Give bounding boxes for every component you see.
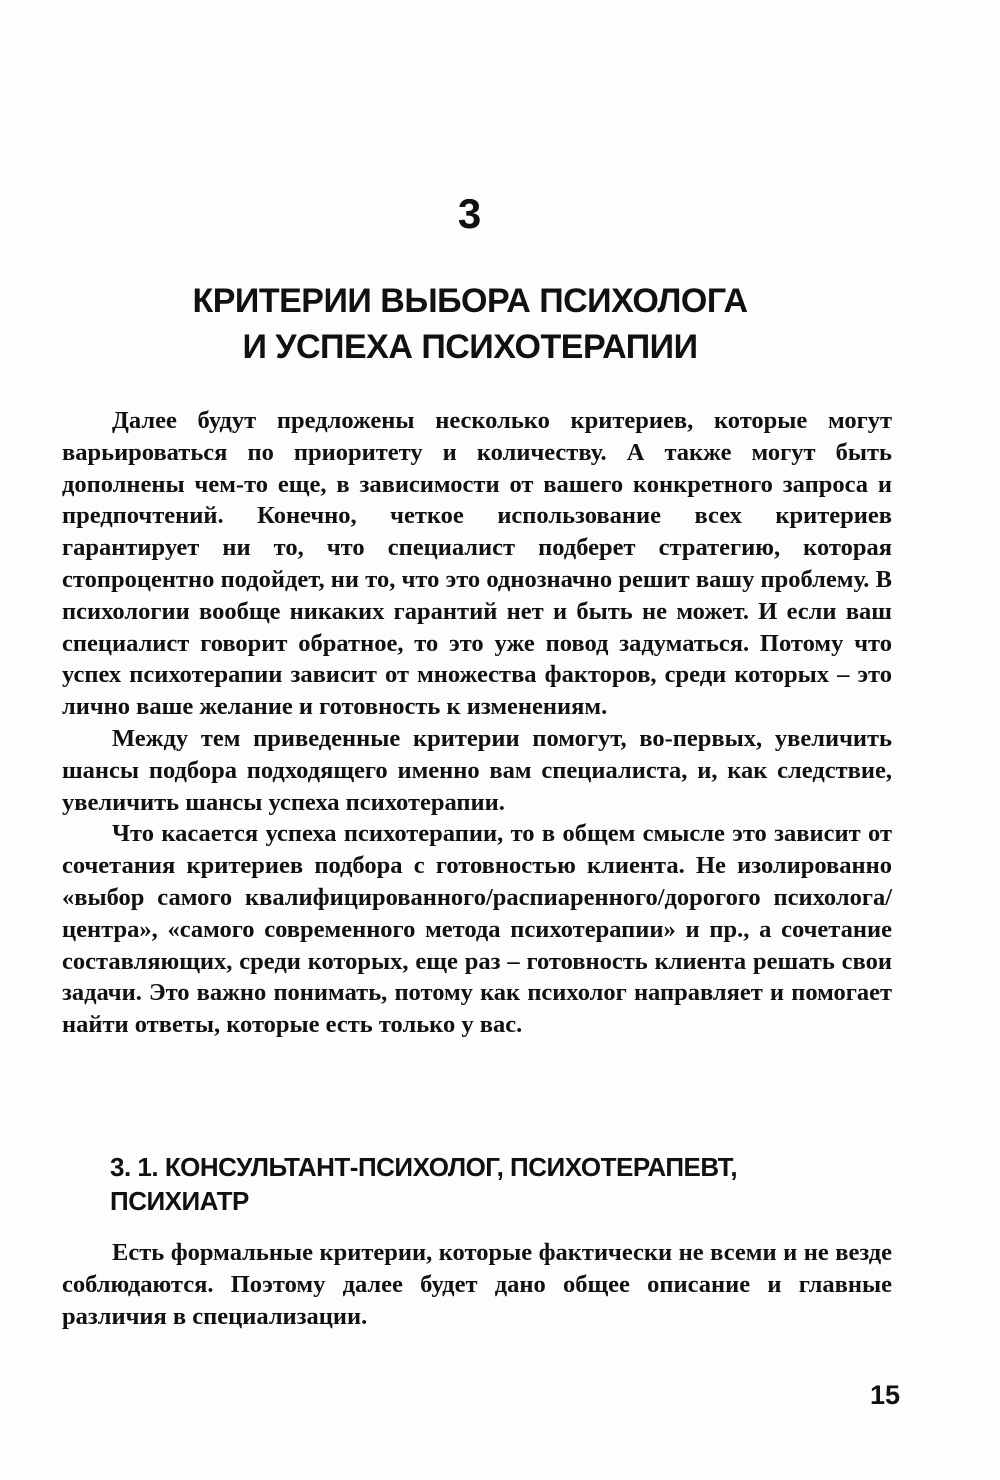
paragraph: Есть формальные критерии, которые фактически не всеми и не везде соблюдаются. Поэтому далее будет дано общее описание и главные различия в специализации. <box>62 1239 892 1330</box>
intro-text <box>62 405 892 1041</box>
chapter-title <box>60 278 880 370</box>
paragraph: Далее будут предложены несколько критериев, которые могут варьироваться по приоритету и количеству. А также могут быть дополнены чем-то еще, в зависимости от вашего конкретного запроса и предпочтений. Конечно, четкое использование всех критериев гарантирует ни то, что специалист подберет стратегию, которая стопроцентно подойдет, ни то, что это однозначно решит вашу проблему. В психологии вообще никаких гарантий нет и быть не может. И если ваш специалист говорит обратное, то это уже повод задуматься. Потому что успех психотерапии зависит от множества факторов, среди которых – это лично ваше желание и готовность к изменениям. <box>62 407 892 721</box>
paragraph: Между тем приведенные критерии помогут, во-первых, увеличить шансы подбора подходящего именно вам специалиста, и, как следствие, увеличить шансы успеха психотерапии. <box>62 724 892 816</box>
section-title <box>110 1150 910 1218</box>
chapter-number: 3 <box>457 190 483 237</box>
paragraph: Что касается успеха психотерапии, то в общем смысле это зависит от сочетания критериев подбора с готовностью клиента. Не изолированно «выбор самого квалифицированного/распиаренного/дорогого психолога/центра», «самого современного метода психотерапии» и пр., а сочетание составляющих, среди которых, еще раз – готовность клиента решать свои задачи. Это важно понимать, потому как психолог направляет и помогает найти ответы, которые есть только у вас. <box>62 820 892 1039</box>
chapter-title-line-1: КРИТЕРИИ ВЫБОРА ПСИХОЛОГА <box>192 282 748 320</box>
section-text <box>62 1237 892 1332</box>
section-title-line-1: 3. 1. КОНСУЛЬТАНТ-ПСИХОЛОГ, ПСИХОТЕРАПЕВТ, <box>110 1152 738 1182</box>
section-title-line-2: ПСИХИАТР <box>110 1186 249 1216</box>
page-number: 15 <box>869 1380 900 1410</box>
chapter-title-line-2: И УСПЕХА ПСИХОТЕРАПИИ <box>242 328 698 366</box>
